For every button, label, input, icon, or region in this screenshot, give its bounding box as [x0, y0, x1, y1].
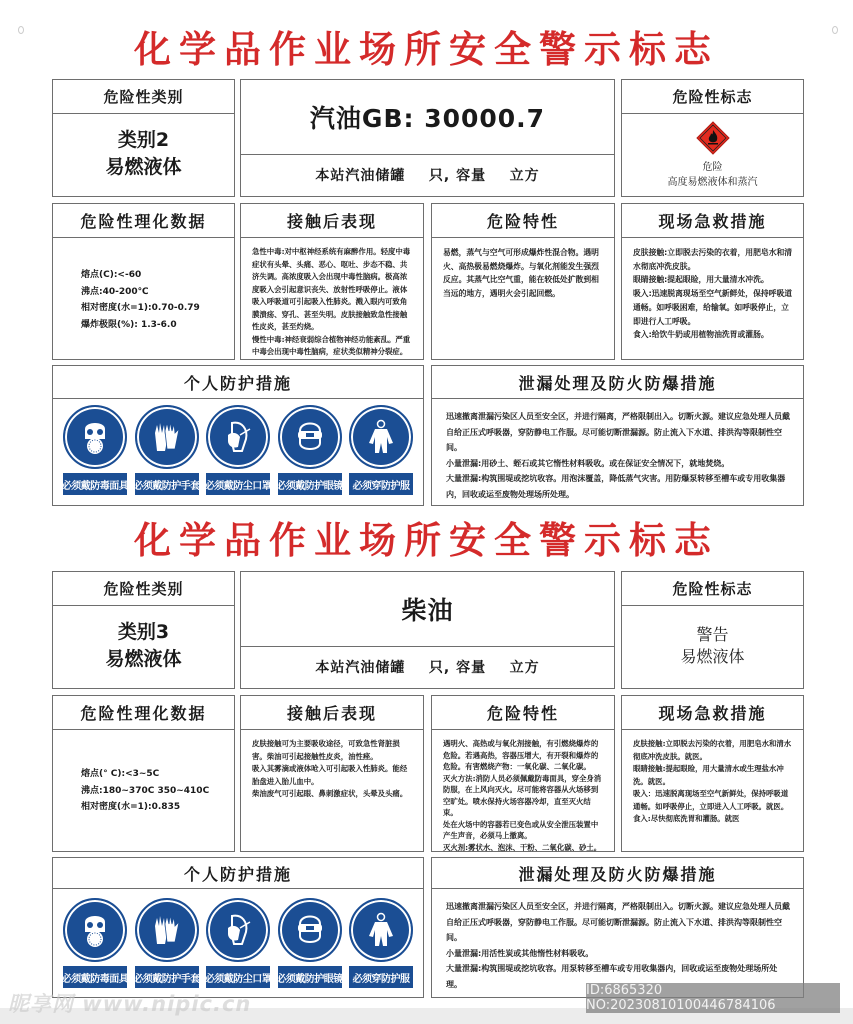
ppe-goggles [277, 405, 343, 495]
spill-fire-text [432, 889, 803, 992]
ppe-gloves [134, 405, 200, 495]
exhaust-exposure: 柴油废气可引起眼、鼻刺激症状，头晕及头痛。 [252, 789, 408, 798]
sign-title: 化学品作业场所安全警示标志 [134, 519, 719, 562]
spill-fire-text [432, 399, 803, 502]
boiling-point: 沸点:180~370C 350~410C [81, 785, 210, 796]
first-aid-header: 现场急救措施 [622, 204, 803, 238]
physchem-data-box [52, 695, 235, 852]
hazard-properties-text [432, 238, 614, 301]
ppe-label: 必须穿防护服 [349, 966, 413, 988]
melting-point: 熔点(C):<-60 [81, 270, 142, 280]
ppe-header: 个人防护措施 [53, 858, 423, 889]
spill-fire-header: 泄漏处理及防火防爆措施 [432, 366, 803, 399]
product-name: 柴油 [401, 596, 454, 625]
inhalation: 吸入:迅速脱离现场至空气新鲜处，保持呼吸道通畅。如呼吸困难，给输氧。如呼吸停止，立即进行人工呼吸。 [633, 289, 793, 326]
inhalation: 吸入：迅速脱离现场至空气新鲜处，保持呼吸道通畅。如呼吸停止，立即进入人工呼吸。就医。 [633, 789, 789, 811]
product-box [240, 79, 615, 197]
hazard-property: 遇明火、高热或与氧化剂接触，有引燃烧爆炸的危险。若遇高热，容器压增大，有开裂和爆炸的危险。有害燃烧产物：一氧化碳、二氧化碳。 [443, 739, 599, 771]
dust-mask-icon [206, 405, 270, 469]
spill-fire-box [431, 857, 804, 998]
exposure-header: 接触后表现 [241, 204, 423, 238]
physchem-list [53, 730, 234, 816]
watermark-logo: 昵享网 www.nipic.cn [8, 992, 252, 1016]
gloves-icon [135, 405, 199, 469]
ingestion: 食入:尽快彻底洗胃和灌肠。就医 [633, 814, 740, 823]
hazard-sign-header: 危险性标志 [622, 80, 803, 114]
ppe-label: 必须穿防护服 [349, 473, 413, 495]
ppe-label: 必须戴防尘口罩 [206, 473, 270, 495]
ingestion: 食入:给饮牛奶或用植物油洗胃或灌肠。 [633, 330, 769, 340]
eye-contact: 眼睛接触:提起眼睑，用大量清水冲洗。 [633, 275, 769, 285]
category-number: 类别2 [117, 129, 170, 151]
spill-general: 迅速撤离泄漏污染区人员至安全区，并进行隔离，严格限制出入。切断火源。建议应急处理人员戴自给正压式呼吸器，穿防静电工作服。尽可能切断泄漏源。防止流入下水道、排洪沟等限制性空间。 [446, 902, 790, 942]
physchem-header: 危险性理化数据 [53, 696, 234, 730]
chronic-poisoning: 慢性中毒:神经衰弱综合植物神经功能紊乱。严重中毒会出现中毒性脑病，症状类似精神分裂症。 [252, 334, 411, 356]
spill-fire-box [431, 365, 804, 506]
ppe-gloves [134, 898, 200, 988]
relative-density: 相对密度(水=1):0.835 [81, 802, 181, 812]
hazard-sign-box [621, 571, 804, 689]
hazard-property: 易燃，蒸气与空气可形成爆炸性混合物。遇明火、高热极易燃烧爆炸。与氧化剂能发生强烈反应。其蒸气比空气重，能在较低处扩散到相当远的地方，遇明火会引起回燃。 [443, 248, 599, 299]
ppe-gas-mask [62, 898, 128, 988]
relative-density: 相对密度(水=1):0.70-0.79 [81, 303, 200, 313]
inhalation-exposure: 吸入其雾滴或液体呛入可引起吸入性肺炎。能经胎盘进入胎儿血中。 [252, 764, 408, 786]
ppe-label: 必须戴防护眼镜 [278, 966, 342, 988]
extinguishing-agents: 灭火剂:雾状水、泡沫、干粉、二氧化碳、砂土。 [443, 842, 602, 852]
acute-poisoning: 急性中毒:对中枢神经系统有麻醉作用。轻度中毒症状有头晕、头痛、恶心、呕吐、步态不稳、共济失调。高浓度吸入会出现中毒性脑病。极高浓度吸入会引起意识丧失、放射性呼吸停止。液体吸入呼吸道可引起吸入性肺炎。溅入眼内可致角膜溃疡、穿孔、甚至失明。皮肤接触致急性接触性皮炎，甚至灼烧。 [252, 247, 411, 331]
hazard-category-box [52, 571, 235, 689]
ppe-box [52, 857, 424, 998]
protective-suit-icon [349, 898, 413, 962]
hazard-category-box [52, 79, 235, 197]
ppe-protective-suit [348, 405, 414, 495]
physchem-list [53, 238, 234, 333]
flammable-diamond-icon [696, 121, 730, 155]
hazard-sign-box [621, 79, 804, 197]
category-type: 易燃液体 [105, 648, 182, 670]
hazard-statement: 易燃液体 [680, 647, 745, 666]
signal-word: 危险 [702, 161, 723, 173]
first-aid-text [622, 238, 803, 342]
firefighting-method: 灭火方法:消防人员必须佩戴防毒面具，穿全身消防服，在上风向灭火。尽可能将容器从火场移到空旷处。喷水保持火场容器冷却，直至灭火结束。 [443, 773, 602, 817]
hazard-properties-box [431, 695, 615, 852]
hazard-properties-header: 危险特性 [432, 204, 614, 238]
category-type: 易燃液体 [105, 156, 182, 178]
hazard-properties-box [431, 203, 615, 360]
first-aid-text [622, 730, 803, 826]
ppe-label: 必须戴防毒面具 [63, 473, 127, 495]
spill-fire-header: 泄漏处理及防火防爆措施 [432, 858, 803, 889]
tank-info: 本站汽油储罐 只, 容量 立方 [315, 168, 540, 184]
skin-exposure: 皮肤接触可为主要吸收途径，可致急性肾脏损害。柴油可引起接触性皮炎，油性痤。 [252, 739, 400, 761]
ppe-label: 必须戴防护眼镜 [278, 473, 342, 495]
ppe-label: 必须戴防护手套 [135, 966, 199, 988]
ppe-label: 必须戴防毒面具 [63, 966, 127, 988]
boiling-point: 沸点:40-200℃ [81, 286, 149, 297]
gloves-icon [135, 898, 199, 962]
physchem-header: 危险性理化数据 [53, 204, 234, 238]
ppe-goggles [277, 898, 343, 988]
first-aid-box [621, 203, 804, 360]
ppe-dust-mask [205, 898, 271, 988]
gas-mask-icon [63, 898, 127, 962]
melting-point: 熔点(° C):<3~5C [81, 769, 160, 779]
spill-general: 迅速撤离泄漏污染区人员至安全区，并进行隔离，严格限制出入。切断火源。建议应急处理人员戴自给正压式呼吸器，穿防静电工作服。尽可能切断泄漏源。防止流入下水道、排洪沟等限制性空间。 [446, 412, 790, 452]
explosion-limit: 爆炸极限(%): 1.3-6.0 [81, 319, 177, 330]
first-aid-header: 现场急救措施 [622, 696, 803, 730]
hazard-properties-header: 危险特性 [432, 696, 614, 730]
eye-contact: 眼睛接触:提起眼睑，用大量清水或生理盐水冲洗。就医。 [633, 764, 784, 786]
exposure-text [241, 730, 423, 801]
product-name: 汽油GB: 30000.7 [309, 104, 546, 133]
small-spill: 小量泄漏:用活性炭或其他惰性材料吸收。 [446, 948, 594, 958]
exposure-text [241, 238, 423, 359]
protective-suit-icon [349, 405, 413, 469]
ppe-header: 个人防护措施 [53, 366, 423, 399]
ppe-label: 必须戴防尘口罩 [206, 966, 270, 988]
small-spill: 小量泄漏:用砂土、蛭石或其它惰性材料吸收。或在保证安全情况下，就地焚烧。 [446, 458, 730, 468]
skin-contact: 皮肤接触:立即脱去污染的衣着，用肥皂水和清水彻底冲洗皮肤。 [633, 248, 793, 271]
dust-mask-icon [206, 898, 270, 962]
product-box [240, 571, 615, 689]
ppe-icons [53, 889, 423, 988]
hazard-properties-text [432, 730, 614, 853]
hazard-category-header: 危险性类别 [53, 80, 234, 114]
ppe-dust-mask [205, 405, 271, 495]
large-spill: 大量泄漏:构筑围堤或挖坑收容。用泡沫覆盖，降低蒸气灾害。用防爆泵转移至槽车或专用收集器内，回收或运至废物处理场所处理。 [446, 474, 786, 499]
hazard-sign-header: 危险性标志 [622, 572, 803, 606]
ppe-icons [53, 399, 423, 495]
ppe-gas-mask [62, 405, 128, 495]
exposure-box [240, 695, 424, 852]
goggles-icon [278, 898, 342, 962]
physchem-data-box [52, 203, 235, 360]
ppe-label: 必须戴防护手套 [135, 473, 199, 495]
hazard-category-header: 危险性类别 [53, 572, 234, 606]
goggles-icon [278, 405, 342, 469]
category-number: 类别3 [117, 621, 170, 643]
exposure-header: 接触后表现 [241, 696, 423, 730]
skin-contact: 皮肤接触:立即脱去污染的衣着，用肥皂水和清水彻底冲洗皮肤。就医。 [633, 739, 792, 761]
watermark-id: ID:6865320 NO:20230810100446784106 [586, 983, 840, 1013]
container-warning: 处在火场中的容器若已变色或从安全泄压装置中产生声音，必须马上撤离。 [443, 819, 599, 840]
ppe-box [52, 365, 424, 506]
signal-word: 警告 [696, 625, 729, 644]
gas-mask-icon [63, 405, 127, 469]
tank-info: 本站汽油储罐 只, 容量 立方 [315, 660, 540, 676]
exposure-box [240, 203, 424, 360]
large-spill: 大量泄漏:构筑围堤或挖坑收容。用泵转移至槽车或专用收集器内，回收或运至废物处理场所处理。 [446, 964, 778, 989]
first-aid-box [621, 695, 804, 852]
hazard-statement: 高度易燃液体和蒸汽 [667, 176, 758, 188]
ppe-protective-suit [348, 898, 414, 988]
sign-title: 化学品作业场所安全警示标志 [134, 28, 719, 71]
